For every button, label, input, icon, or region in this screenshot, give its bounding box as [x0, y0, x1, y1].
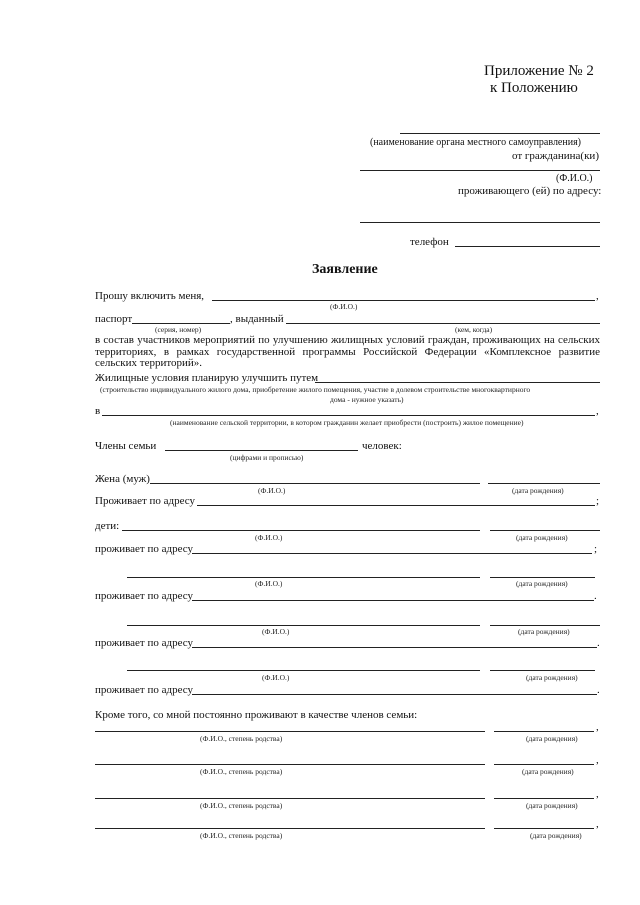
family-label: Члены семьи — [95, 440, 157, 452]
child-1-dob-line[interactable] — [490, 530, 600, 531]
child-1-address-line[interactable] — [192, 553, 592, 554]
semicolon: ; — [594, 543, 598, 555]
spouse-address-line[interactable] — [197, 505, 595, 506]
spouse-name-line[interactable] — [150, 483, 480, 484]
child-3-address-label: проживает по адресу — [95, 637, 193, 649]
other-2-name-line[interactable] — [95, 764, 485, 765]
spouse-label: Жена (муж) — [95, 473, 150, 485]
child-1-fio-caption: (Ф.И.О.) — [255, 533, 283, 542]
passport-issuer-line[interactable] — [286, 323, 600, 324]
comma: , — [596, 721, 599, 733]
from-citizen-label: от гражданина(ки) — [512, 150, 599, 162]
in-label: в — [95, 405, 101, 417]
spouse-fio-caption: (Ф.И.О.) — [258, 486, 286, 495]
child-3-address-line[interactable] — [192, 647, 597, 648]
child-4-dob-caption: (дата рождения) — [526, 673, 578, 682]
comma: , — [596, 290, 599, 302]
authority-line[interactable] — [400, 133, 600, 134]
family-count-line[interactable] — [165, 450, 358, 451]
other-3-fio-caption: (Ф.И.О., степень родства) — [200, 801, 283, 810]
semicolon: ; — [596, 495, 600, 507]
child-1-dob-caption: (дата рождения) — [516, 533, 568, 542]
residing-label: проживающего (ей) по адресу: — [458, 185, 602, 197]
other-4-fio-caption: (Ф.И.О., степень родства) — [200, 831, 283, 840]
issuer-caption: (кем, когда) — [455, 325, 493, 334]
child-2-address-label: проживает по адресу — [95, 590, 193, 602]
include-me-label: Прошу включить меня, — [95, 290, 205, 302]
issued-label: , выданный — [230, 313, 284, 325]
other-3-name-line[interactable] — [95, 798, 485, 799]
other-3-dob-caption: (дата рождения) — [526, 801, 578, 810]
applicant-name-line[interactable] — [212, 300, 595, 301]
child-3-name-line[interactable] — [127, 625, 480, 626]
other-1-fio-caption: (Ф.И.О., степень родства) — [200, 734, 283, 743]
comma: , — [596, 818, 599, 830]
period: . — [597, 684, 600, 696]
others-intro: Кроме того, со мной постоянно проживают в качестве членов семьи: — [95, 709, 418, 721]
child-2-name-line[interactable] — [127, 577, 480, 578]
authority-caption: (наименование органа местного самоуправления) — [370, 137, 582, 148]
other-3-dob-line[interactable] — [494, 798, 594, 799]
child-4-name-line[interactable] — [127, 670, 480, 671]
other-2-fio-caption: (Ф.И.О., степень родства) — [200, 767, 283, 776]
period: . — [597, 637, 600, 649]
passport-label: паспорт — [95, 313, 133, 325]
regulation-reference: к Положению — [490, 80, 578, 96]
phone-line[interactable] — [455, 246, 600, 247]
series-caption: (серия, номер) — [155, 325, 202, 334]
spouse-dob-caption: (дата рождения) — [512, 486, 564, 495]
phone-label: телефон — [410, 236, 449, 248]
child-1-name-line[interactable] — [122, 530, 480, 531]
passport-number-line[interactable] — [132, 323, 230, 324]
other-2-dob-line[interactable] — [494, 764, 594, 765]
comma: , — [596, 788, 599, 800]
child-3-dob-caption: (дата рождения) — [518, 627, 570, 636]
people-label: человек: — [362, 440, 402, 452]
other-4-name-line[interactable] — [95, 828, 485, 829]
count-caption: (цифрами и прописью) — [230, 453, 304, 462]
territory-line[interactable] — [102, 415, 595, 416]
child-4-dob-line[interactable] — [490, 670, 595, 671]
other-1-dob-caption: (дата рождения) — [526, 734, 578, 743]
plan-label: Жилищные условия планирую улучшить путем — [95, 372, 319, 384]
citizen-fio-caption: (Ф.И.О.) — [556, 173, 593, 184]
document-title: Заявление — [312, 262, 378, 277]
child-2-address-line[interactable] — [192, 600, 594, 601]
child-1-address-label: проживает по адресу — [95, 543, 193, 555]
citizen-name-line[interactable] — [360, 170, 600, 171]
comma: , — [596, 754, 599, 766]
method-caption-2: дома - нужное указать) — [330, 395, 404, 404]
other-1-dob-line[interactable] — [494, 731, 594, 732]
child-3-fio-caption: (Ф.И.О.) — [262, 627, 290, 636]
comma: , — [596, 405, 599, 417]
other-4-dob-line[interactable] — [494, 828, 594, 829]
child-2-fio-caption: (Ф.И.О.) — [255, 579, 283, 588]
appendix-number: Приложение № 2 — [484, 63, 594, 79]
plan-method-line[interactable] — [315, 382, 600, 383]
child-4-fio-caption: (Ф.И.О.) — [262, 673, 290, 682]
applicant-fio-caption: (Ф.И.О.) — [330, 302, 358, 311]
request-paragraph: в состав участников мероприятий по улучшению жилищных условий граждан, проживающих на сельских территориях, в рамках государственной программы Российской Федерации «Комплексное развитие сельских территорий». — [95, 334, 600, 369]
period: . — [594, 590, 597, 602]
address-line[interactable] — [360, 222, 600, 223]
other-2-dob-caption: (дата рождения) — [522, 767, 574, 776]
spouse-dob-line[interactable] — [488, 483, 600, 484]
child-2-dob-caption: (дата рождения) — [516, 579, 568, 588]
child-2-dob-line[interactable] — [490, 577, 595, 578]
children-label: дети: — [95, 520, 120, 532]
child-4-address-label: проживает по адресу — [95, 684, 193, 696]
method-caption-1: (строительство индивидуального жилого дома, приобретение жилого помещения, участие в долевом строительстве многоквартирного — [100, 385, 531, 394]
other-4-dob-caption: (дата рождения) — [530, 831, 582, 840]
territory-caption: (наименование сельской территории, в котором гражданин желает приобрести (построить) жилое помещение) — [170, 418, 524, 427]
other-1-name-line[interactable] — [95, 731, 485, 732]
child-3-dob-line[interactable] — [490, 625, 600, 626]
child-4-address-line[interactable] — [192, 694, 597, 695]
spouse-address-label: Проживает по адресу — [95, 495, 196, 507]
